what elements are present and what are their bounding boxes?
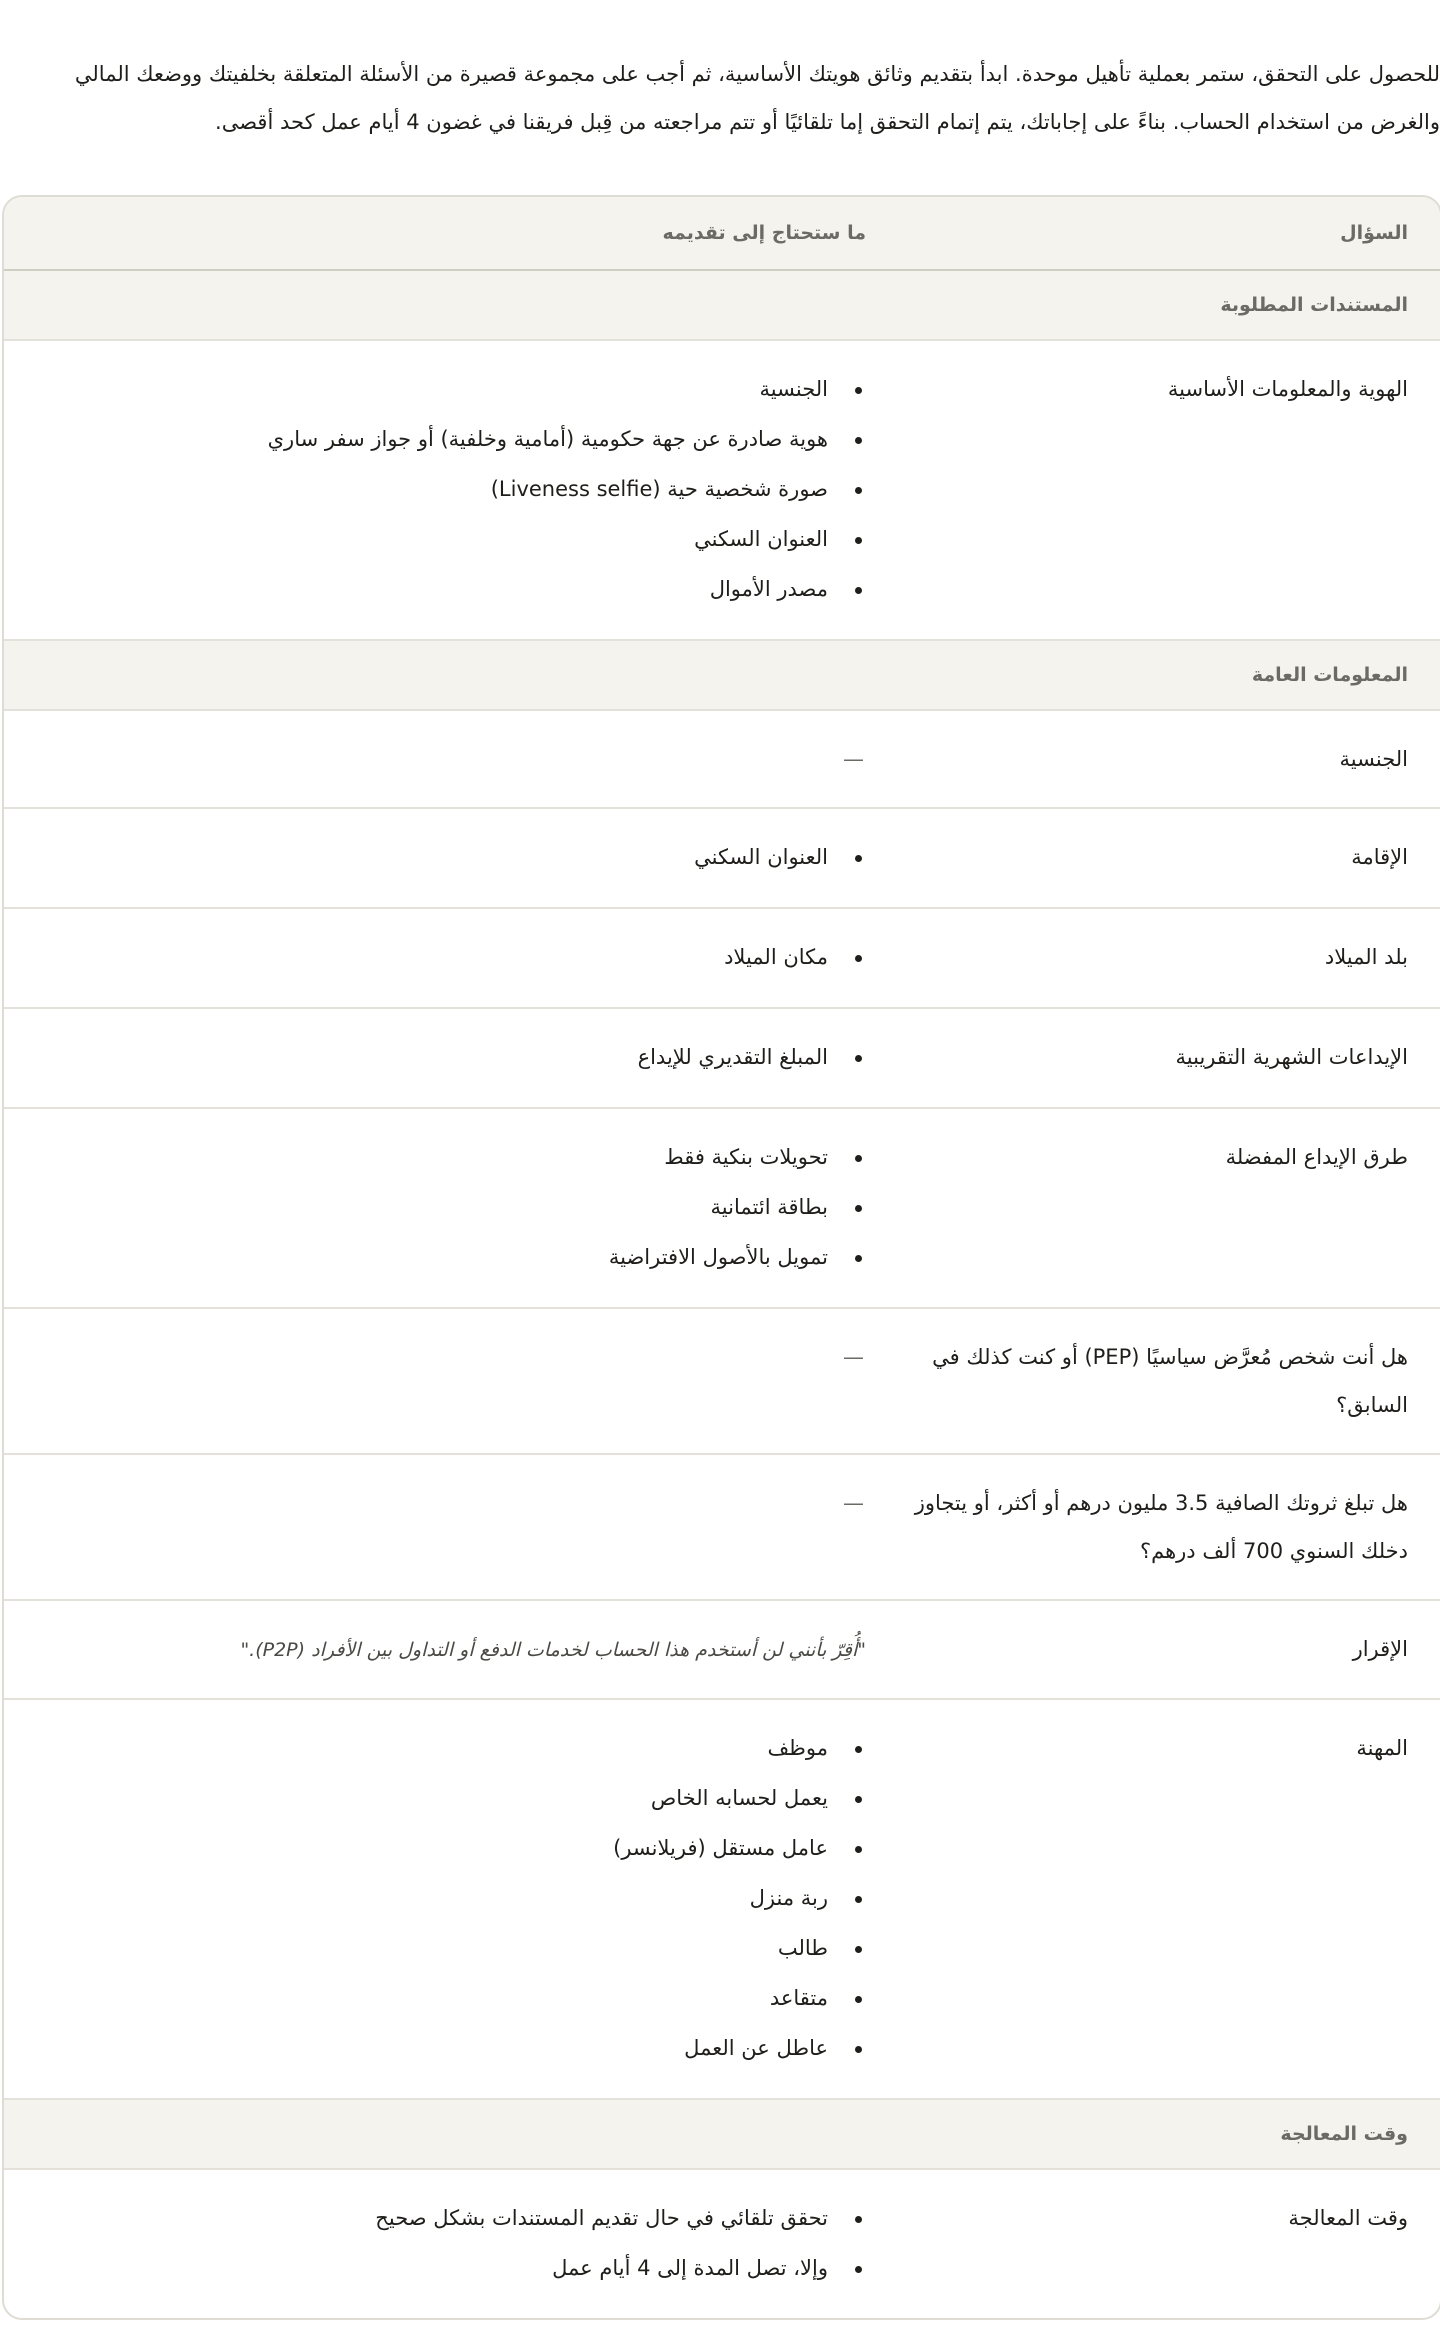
question-cell: الإيداعات الشهرية التقريبية [884, 1008, 1440, 1108]
table-row-occupation [4, 1699, 1440, 2099]
answer-cell [4, 1600, 884, 1699]
answer-list [24, 833, 866, 883]
list-item: الجنسية [24, 365, 866, 415]
table-row-processing [4, 2169, 1440, 2318]
table [4, 197, 1440, 2318]
list-item: يعمل لحسابه الخاص [24, 1774, 866, 1824]
header-answer: ما ستحتاج إلى تقديمه [4, 197, 884, 270]
answer-cell [4, 2169, 884, 2318]
section-row-processing-time [4, 2099, 1440, 2169]
answer-list [24, 365, 866, 615]
table-row-birth-country [4, 908, 1440, 1008]
answer-list [24, 933, 866, 983]
question-cell: الجنسية [884, 710, 1440, 808]
table-row-declaration [4, 1600, 1440, 1699]
list-item: تمويل بالأصول الافتراضية [24, 1233, 866, 1283]
list-item: وإلا، تصل المدة إلى 4 أيام عمل [24, 2244, 866, 2294]
table-row-monthly-deposits [4, 1008, 1440, 1108]
list-item: مكان الميلاد [24, 933, 866, 983]
list-item: طالب [24, 1924, 866, 1974]
answer-cell [4, 710, 884, 808]
intro-paragraph: للحصول على التحقق، ستمر بعملية تأهيل موحدة. ابدأ بتقديم وثائق هويتك الأساسية، ثم أجب على مجموعة قصيرة من الأسئلة المتعلقة بخلفيتك ووضعك المالي والغرض من استخدام الحساب. بناءً على إجاباتك، يتم إتمام التحقق إما تلقائيًا أو تتم مراجعته من قِبل فريقنا في غضون 4 أيام عمل كحد أقصى. [74, 62, 1440, 134]
answer-cell [4, 340, 884, 640]
table-row-pep [4, 1308, 1440, 1454]
table-row-nationality [4, 710, 1440, 808]
list-item: ربة منزل [24, 1874, 866, 1924]
question-cell: الإقامة [884, 808, 1440, 908]
question-cell: هل أنت شخص مُعرَّض سياسيًا (PEP) أو كنت كذلك في السابق؟ [884, 1308, 1440, 1454]
answer-cell [4, 1008, 884, 1108]
header-question: السؤال [884, 197, 1440, 270]
answer-list [24, 1133, 866, 1283]
section-row-general-info [4, 640, 1440, 710]
answer-cell [4, 808, 884, 908]
answer-cell [4, 1108, 884, 1308]
question-cell: الهوية والمعلومات الأساسية [884, 340, 1440, 640]
question-cell: المهنة [884, 1699, 1440, 2099]
empty-dash: — [843, 1345, 864, 1369]
answer-cell [4, 1454, 884, 1600]
table-row-residence [4, 808, 1440, 908]
empty-dash: — [843, 747, 864, 771]
question-cell: طرق الإيداع المفضلة [884, 1108, 1440, 1308]
list-item: بطاقة ائتمانية [24, 1183, 866, 1233]
empty-dash: — [843, 1491, 864, 1515]
section-label: المعلومات العامة [4, 640, 1440, 710]
list-item: تحقق تلقائي في حال تقديم المستندات بشكل صحيح [24, 2194, 866, 2244]
answer-list [24, 1033, 866, 1083]
list-item: العنوان السكني [24, 833, 866, 883]
table-row-deposit-methods [4, 1108, 1440, 1308]
answer-cell [4, 1308, 884, 1454]
requirements-table [2, 195, 1440, 2320]
list-item: المبلغ التقديري للإيداع [24, 1033, 866, 1083]
list-item: تحويلات بنكية فقط [24, 1133, 866, 1183]
section-label: المستندات المطلوبة [4, 270, 1440, 340]
table-row-net-worth [4, 1454, 1440, 1600]
declaration-quote: "أُقِرّ بأنني لن أستخدم هذا الحساب لخدمات الدفع أو التداول بين الأفراد (P2P)." [240, 1639, 866, 1661]
list-item: هوية صادرة عن جهة حكومية (أمامية وخلفية) أو جواز سفر ساري [24, 415, 866, 465]
table-row-identity [4, 340, 1440, 640]
table-header-row [4, 197, 1440, 270]
question-cell: بلد الميلاد [884, 908, 1440, 1008]
list-item: مصدر الأموال [24, 565, 866, 615]
question-cell: هل تبلغ ثروتك الصافية 3.5 مليون درهم أو أكثر، أو يتجاوز دخلك السنوي 700 ألف درهم؟ [884, 1454, 1440, 1600]
answer-list [24, 1724, 866, 2074]
list-item: عاطل عن العمل [24, 2024, 866, 2074]
section-label: وقت المعالجة [4, 2099, 1440, 2169]
list-item: العنوان السكني [24, 515, 866, 565]
list-item: عامل مستقل (فريلانسر) [24, 1824, 866, 1874]
answer-list [24, 2194, 866, 2294]
answer-cell [4, 1699, 884, 2099]
question-cell: الإقرار [884, 1600, 1440, 1699]
list-item: صورة شخصية حية (Liveness selfie) [24, 465, 866, 515]
list-item: موظف [24, 1724, 866, 1774]
answer-cell [4, 908, 884, 1008]
section-row-required-docs [4, 270, 1440, 340]
list-item: متقاعد [24, 1974, 866, 2024]
question-cell: وقت المعالجة [1288, 2206, 1408, 2230]
